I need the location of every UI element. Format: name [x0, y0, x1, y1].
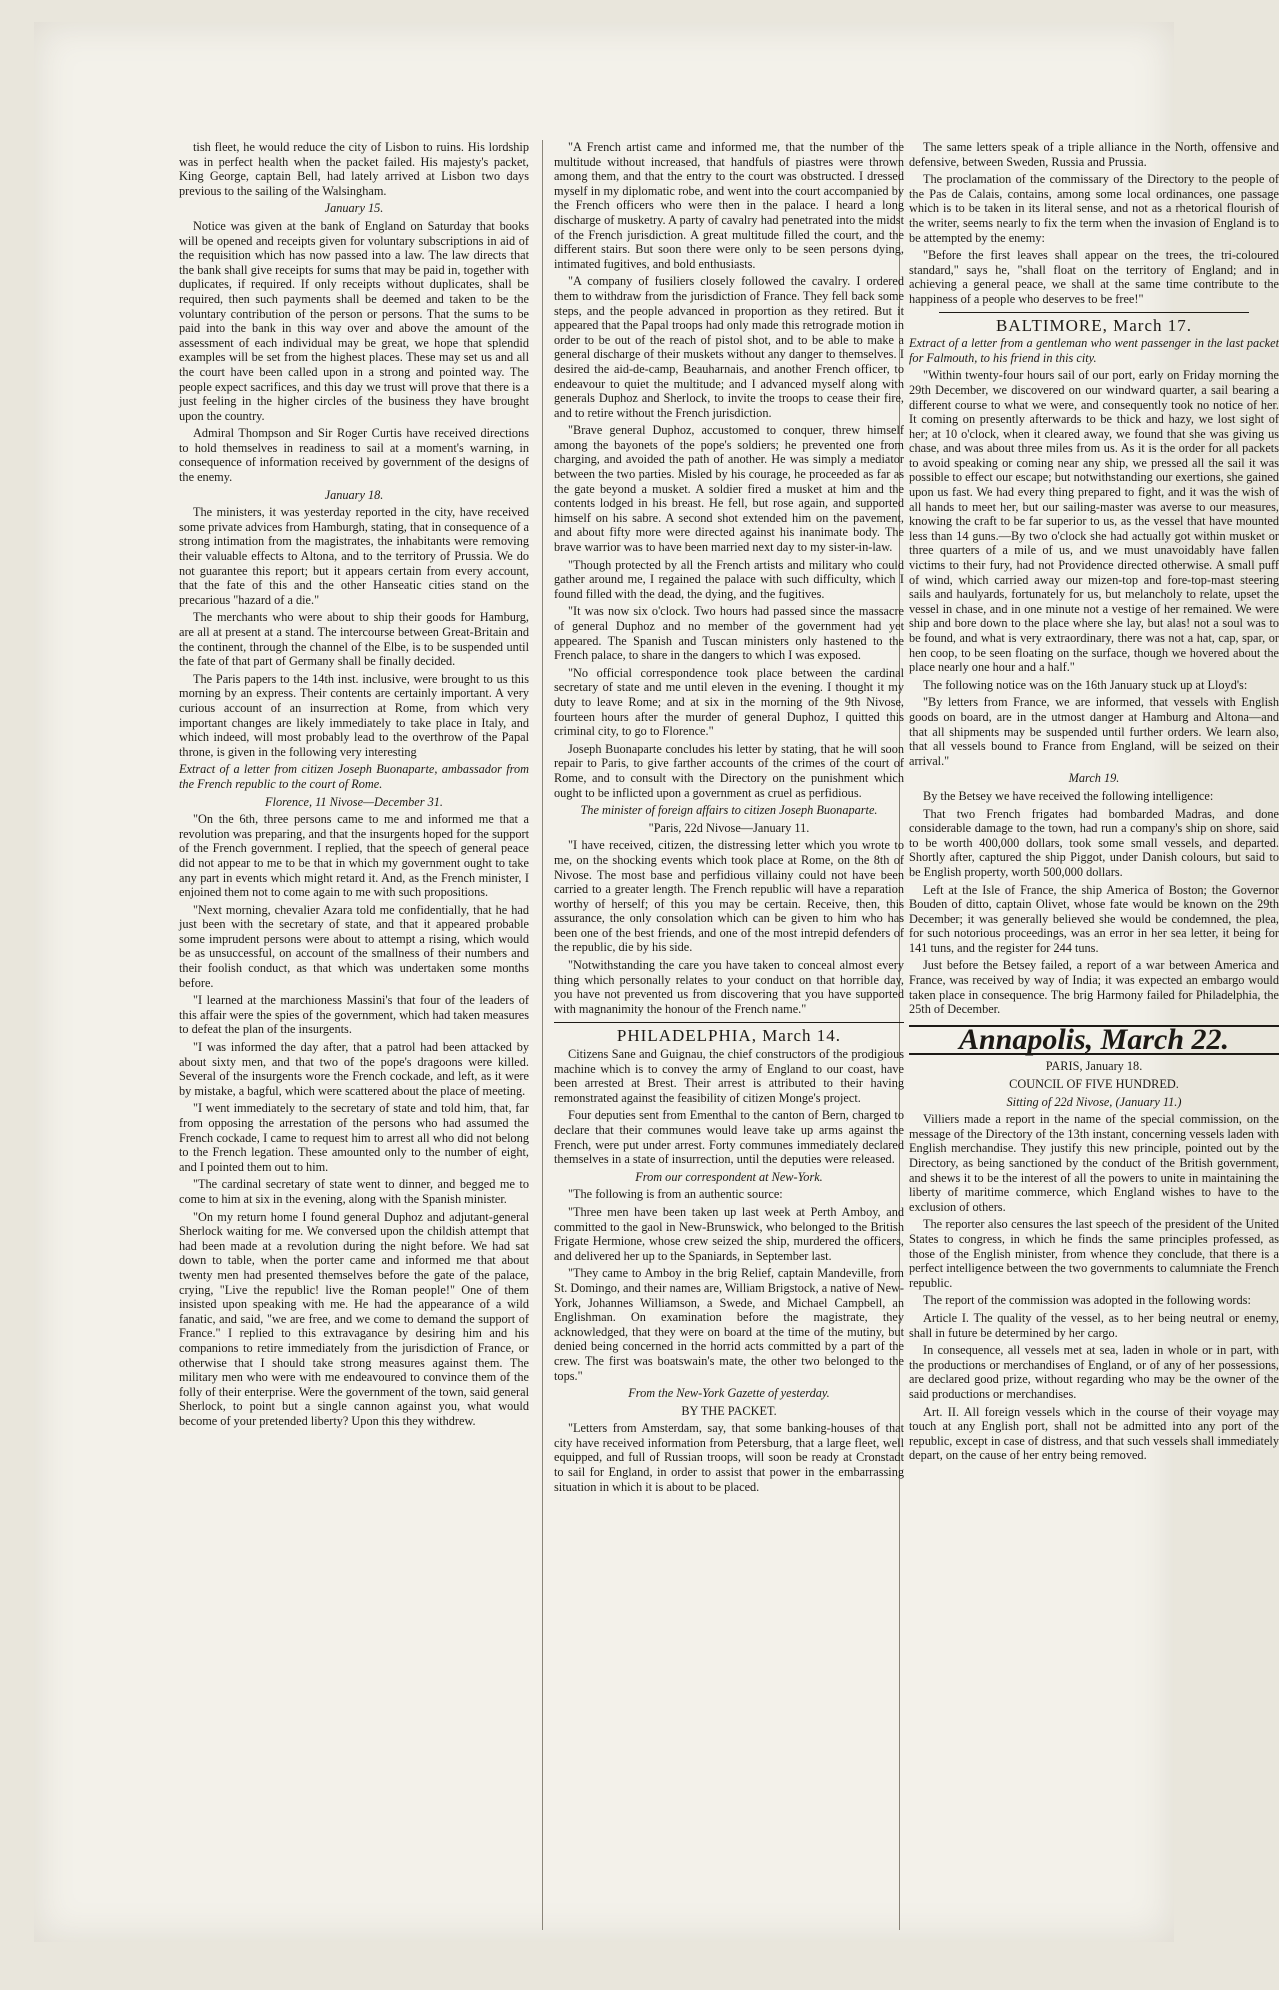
paragraph: "Though protected by all the French artists and military who could gather around me, I regained the palace with such difficulty, which I found filled with the dead, the dying, and the fugitives. — [554, 557, 904, 601]
paragraph: "I have received, citizen, the distressing letter which you wrote to me, on the shocking events which took place at Rome, on the 8th of Nivose. The most base and perfidious villainy could not have been carried to a greater length. The French republic will have a reparation worthy of herself; of this you may be certain. Receive, then, this assurance, the only consolation which can be given to him who has been one of the best friends, and one of the most intrepid defenders of the republic, die by his side. — [554, 838, 904, 955]
paragraph: "Letters from Amsterdam, say, that some banking-houses of that city have received information from Petersburg, that a large fleet, well equipped, and full of Russian troops, will soon be ready at Cronstadt to sail for England, in order to assist that power in the embarrassing situation in which it is about to be placed. — [554, 1421, 904, 1494]
paragraph: "Brave general Duphoz, accustomed to conquer, threw himself among the bayonets of the pope's soldiers; he prevented one from charging, and avoided the path of another. He was simply a mediator between the two parties. Misled by his courage, he proceeded as far as the gate beyond a musket. A soldier fired a musket at him and the contents lodged in his breast. He fell, but rose again, and supported himself on his sabre. A second shot extended him on the pavement, and about fifty more were directed against his inanimate body. The brave warrior was to have been married next day to my sister-in-law. — [554, 423, 904, 555]
paragraph: Villiers made a report in the name of the special commission, on the message of the Directory of the 13th instant, concerning vessels laden with English merchandise. They justify this new principle, pointed out by the Directory, as being sanctioned by the conduct of the British government, and shews it to be the interest of all the powers to unite in maintaining the liberty of maritime commerce, which England wishes to have to the exclusion of others. — [909, 1112, 1279, 1214]
column-3 — [909, 140, 1279, 1930]
paragraph: The merchants who were about to ship their goods for Hamburg, are all at present at a stand. The intercourse between Great-Britain and the continent, through the channel of the Elbe, is to be suspended until the fate of that part of Germany shall be finally decided. — [179, 610, 529, 669]
paragraph: "It was now six o'clock. Two hours had passed since the massacre of general Duphoz and no member of the government had yet appeared. The Spanish and Tuscan ministers only hastened to the French palace, to share in the dangers to which I was exposed. — [554, 604, 904, 663]
paragraph: By the Betsey we have received the following intelligence: — [923, 788, 1214, 803]
dateline: March 19. — [1068, 771, 1120, 786]
dateline: January 18. — [324, 487, 384, 502]
dateline: PARIS, January 18. — [1045, 1059, 1143, 1074]
divider — [939, 312, 1249, 313]
divider — [554, 1022, 904, 1023]
subheading: COUNCIL OF FIVE HUNDRED. — [1009, 1077, 1179, 1092]
paragraph: Notice was given at the bank of England on Saturday that books will be opened and receipts given for voluntary subscriptions in aid of the requisition which has now passed into a law. The law directs that the bank shall give receipts for sums that may be paid in, together with duplicates, if required. If only receipts without duplicates, shall be required, then such payments shall be deemed and taken to be the voluntary contribution of the person or persons. That the sums to be paid into the bank in this way over and above the amount of the assessment of each individual may be great, we hope that splendid examples will be set from the highest places. These may set us and all the court have been called upon in a strong and pointed way. The people expect sacrifices, and this day we trust will prove that there is a just feeling in the higher circles of the business they have brought upon the country. — [179, 218, 529, 423]
dateline: January 15. — [324, 201, 384, 216]
section-heading: BALTIMORE, March 17. — [996, 315, 1192, 335]
section-heading: PHILADELPHIA, March 14. — [616, 1026, 842, 1046]
paragraph: "On my return home I found general Duphoz and adjutant-general Sherlock waiting for me. We conversed upon the childish attempt that had been made at a revolution during the night before. We had sat down to table, when the porter came and informed me that about twenty men had presented themselves before the gate of the palace, crying, "Live the republic! live the Roman people!" One of them insisted upon speaking with me. He had the appearance of a wild fanatic, and said, "we are free, and we come to demand the support of France." I replied to this extravagance by desiring him and his companions to retire immediately from the jurisdiction of France, or otherwise that I should take strong measures against them. The military men who were with me endeavoured to convince them of the folly of their enterprise. Were the government of the town, said general Sherlock, to point but a single cannon against you, what would become of your pretended liberty? Upon this they withdrew. — [179, 1209, 529, 1428]
masthead-annapolis: Annapolis, March 22. — [909, 1025, 1279, 1056]
column-2 — [554, 140, 904, 1930]
paragraph: "I went immediately to the secretary of state and told him, that, far from opposing the arrestation of the persons who had assumed the French cockade, I came to request him to arrest all who did not belong to the French legation. These amounted only to the number of eight, and I pointed them out to him. — [179, 1101, 529, 1174]
paragraph: "Next morning, chevalier Azara told me confidentially, that he had just been with the secretary of state, and that it appeared probable some imprudent persons were about to attempt a rising, which would be as unsuccessful, on account of the smallness of their numbers and their foolish conduct, as that which was undertaken some months before. — [179, 902, 529, 990]
column-1 — [179, 140, 529, 1930]
paragraph: "By letters from France, we are informed, that vessels with English goods on board, are in the utmost danger at Hamburg and Altona—and that all shipments may be suspended until further orders. We learn also, that all vessels bound to France from England, will be seized on their arrival." — [909, 695, 1279, 768]
paragraph: Joseph Buonaparte concludes his letter by stating, that he will soon repair to Paris, to give farther accounts of the crimes of the court of Rome, and to consult with the Directory on the punishment which ought to be inflicted upon a government as cruel as perfidious. — [554, 741, 904, 800]
extract-heading: Extract of a letter from a gentleman who went passenger in the last packet for Falmouth, to his friend in this city. — [909, 336, 1279, 365]
subheading: From our correspondent at New-York. — [635, 1169, 823, 1184]
paragraph: "No official correspondence took place between the cardinal secretary of state and me until eleven in the evening. I thought it my duty to leave Rome; and at six in the morning of the 9th Nivose, fourteen hours after the murder of general Duphoz, I quitted this criminal city, to go to Florence." — [554, 665, 904, 739]
paragraph: The proclamation of the commissary of the Directory to the people of the Pas de Calais, contains, among some local ordinances, one passage which is to be taken in its literal sense, and not as a rhetorical flourish of the writer, seems nearly to fix the term when the invasion of England is to be attempted by the enemy: — [909, 172, 1279, 245]
extract-heading: Extract of a letter from citizen Joseph Buonaparte, ambassador from the French republic to the court of Rome. — [179, 762, 529, 791]
paragraph: "They came to Amboy in the brig Relief, captain Mandeville, from St. Domingo, and their names are, William Brigstock, a native of New-York, Johannes Williamson, a Swede, and Michael Campbell, an Englishman. On examination before the magistrate, they acknowledged, that they were on board at the time of the mutiny, but denied being concerned in the horrid acts committed by a part of the crew. The first was boatswain's mate, the other two belonged to the tops." — [554, 1266, 904, 1383]
paragraph: "The following is from an authentic source: — [568, 1187, 783, 1202]
paragraph: "A company of fusiliers closely followed the cavalry. I ordered them to withdraw from the jurisdiction of France. They fell back some steps, and the people advanced in proportion as they retired. But it appeared that the Papal troops had only made this retrograde motion in order to be out of the reach of pistol shot, and to be able to make a general discharge of their muskets without any danger to themselves. I desired the aid-de-camp, Beauharnais, and another French officer, to endeavour to quiet the multitude; and I advanced myself along with generals Duphoz and Sherlock, to invite the troops to cease their fire, and to retire without the French jurisdiction. — [554, 274, 904, 420]
column-rule — [542, 140, 543, 1930]
paragraph: "I was informed the day after, that a patrol had been attacked by about sixty men, and that two of the pope's dragoons were killed. Several of the insurgents wore the French cockade, and left, as it were by mistake, a bagful, which were scattered about the place of meeting. — [179, 1040, 529, 1098]
paragraph: tish fleet, he would reduce the city of Lisbon to ruins. His lordship was in perfect health when the packet failed. His majesty's packet, King George, captain Bell, had lately arrived at Lisbon two days previous to the sailing of the Walsingham. — [179, 140, 529, 198]
paragraph: Article I. The quality of the vessel, as to her being neutral or enemy, shall in future be determined by her cargo. — [909, 1310, 1279, 1340]
paragraph: The same letters speak of a triple alliance in the North, offensive and defensive, between Sweden, Russia and Prussia. — [909, 140, 1279, 169]
paragraph: "I learned at the marchioness Massini's that four of the leaders of this affair were the spies of the government, which had taken measures to defeat the plan of the insurgents. — [179, 993, 529, 1037]
paragraph: Left at the Isle of France, the ship America of Boston; the Governor Bouden of ditto, captain Olivet, whose fate would be known on the 29th December; it was generally believed she would be condemned, the plea, for such notorious proceedings, was an error in her sea letter, it being for 141 tuns, and the register for 244 tuns. — [909, 882, 1279, 955]
subheading: From the New-York Gazette of yesterday. — [628, 1386, 830, 1401]
newspaper-page — [34, 22, 1279, 1942]
paragraph: "A French artist came and informed me, that the number of the multitude without increased, that handfuls of piastres were thrown among them, and that the entry to the court was obstructed. I dressed myself in my diplomatic robe, and went into the court accompanied by the French officers who were then in the palace. I heard a long discharge of musketry. A party of cavalry had penetrated into the midst of the French jurisdiction. A great multitude filled the court, and the different stairs. But soon there were only to be seen persons dying, intimated fugitives, and bold enthusiasts. — [554, 140, 904, 271]
paragraph: "Three men have been taken up last week at Perth Amboy, and committed to the gaol in New-Brunswick, who belonged to the British Frigate Hermione, whose crew seized the ship, murdered the officers, and delivered her up to the Spaniards, in September last. — [554, 1204, 904, 1263]
paragraph: "Notwithstanding the care you have taken to conceal almost every thing which personally relates to your conduct on that horrible day, you have not prevented us from discovering that you have supported with magnanimity the honour of the French name." — [554, 958, 904, 1016]
paragraph: "Before the first leaves shall appear on the trees, the tri-coloured standard," says he, "shall float on the territory of England; and in achieving a general peace, we shall at the same time contribute to the happiness of a people who deserves to be free!" — [909, 248, 1279, 306]
paragraph: The Paris papers to the 14th inst. inclusive, were brought to us this morning by an express. Their contents are certainly important. A very curious account of an insurrection at Rome, from which very important changes are likely immediately to take place in Italy, and which indeed, will most probably lead to the overthrow of the Papal throne, is given in the following very interesting — [179, 671, 529, 759]
paragraph: In consequence, all vessels met at sea, laden in whole or in part, with the productions or merchandises of England, or of any of her possessions, are declared good prize, without regarding who may be the owner of the said productions or merchandises. — [909, 1343, 1279, 1401]
paragraph: "On the 6th, three persons came to me and informed me that a revolution was preparing, and that the insurgents hoped for the support of the French government. I replied, that the speech of general peace did not appear to me to be that in which my government ought to take any part in events which might retard it. And, as the French minister, I enjoined them not to come again to me with such propositions. — [179, 812, 529, 900]
paragraph: Art. II. All foreign vessels which in the course of their voyage may touch at any English port, shall not be admitted into any port of the republic, except in case of distress, and that such vessels shall immediately depart, on the cause of her entry being removed. — [909, 1404, 1279, 1463]
paragraph: "The cardinal secretary of state went to dinner, and begged me to come to him at six in the evening, along with the Spanish minister. — [179, 1177, 529, 1206]
paragraph: Admiral Thompson and Sir Roger Curtis have received directions to hold themselves in readiness to sail at a moment's warning, in consequence of information received by government of the designs of the enemy. — [179, 426, 529, 485]
paragraph: Citizens Sane and Guignau, the chief constructors of the prodigious machine which is to convey the army of England to our coast, have been arrested at Brest. Their arrest is attributed to their having remonstrated against the feasibility of citizen Monge's project. — [554, 1047, 904, 1105]
subheading: Sitting of 22d Nivose, (January 11.) — [1006, 1094, 1182, 1109]
letter-heading: The minister of foreign affairs to citizen Joseph Buonaparte. — [580, 803, 878, 818]
dateline: Florence, 11 Nivose—December 31. — [265, 794, 443, 809]
paragraph: The ministers, it was yesterday reported in the city, have received some private advices from Hamburgh, stating, that in consequence of a strong intimation from the magistrates, the inhabitants were removing their valuable effects to Altona, and to the territory of Prussia. We do not guarantee this report; but it appears certain from every account, that the fate of this and the other Hanseatic cities stand on the precarious "hazard of a die." — [179, 505, 529, 607]
paragraph: Four deputies sent from Ementhal to the canton of Bern, charged to declare that their communes would leave take up arms against the French, were put under arrest. Forty communes immediately declared themselves in a state of insurrection, until the deputies were released. — [554, 1108, 904, 1167]
paragraph: Just before the Betsey failed, a report of a war between America and France, was received by way of India; it was expected an embargo would taken place in consequence. The brig Harmony failed for Philadelphia, the 25th of December. — [909, 958, 1279, 1017]
dateline: "Paris, 22d Nivose—January 11. — [648, 820, 810, 835]
paragraph: The report of the commission was adopted in the following words: — [923, 1293, 1251, 1308]
paragraph: The following notice was on the 16th January stuck up at Lloyd's: — [923, 677, 1248, 692]
paragraph: The reporter also censures the last speech of the president of the United States to congress, in which he finds the same principles professed, as those of the English minister, from whence they conclude, that there is a perfect intelligence between the two governments to calumniate the French republic. — [909, 1217, 1279, 1290]
paragraph: That two French frigates had bombarded Madras, and done considerable damage to the town, had run a company's ship on shore, said to be worth 400,000 dollars, took some small vessels, and departed. Shortly after, captured the ship Piggot, under Danish colours, but said to be English property, worth 500,000 dollars. — [909, 806, 1279, 879]
subheading: BY THE PACKET. — [681, 1403, 777, 1418]
paragraph: "Within twenty-four hours sail of our port, early on Friday morning the 29th December, we discovered on our windward quarter, a sail bearing a different course to what we were, and consequently took no notice of her. It coming on presently afterwards to be thick and hazy, we lost sight of her; at 10 o'clock, when it cleared away, we found that she was giving us chase, and was about three miles from us. As it is the order for all packets to avoid speaking or coming near any ship, we pressed all the sail it was possible to effect our escape; but notwithstanding our exertions, she gained upon us fast. We had every thing prepared to fight, and it was the wish of all hands to meet her, but our sailing-master was averse to our measures, knowing the craft to be far superior to us, as the vessel that have mounted less than 14 guns.—By two o'clock she had actually got within musket or three quarters of a mile of us, and we must unavoidably have fallen victims to their fury, had not Providence directed otherwise. A small puff of wind, which carried away our mizen-top and fore-top-mast steering sails and haulyards, fortunately for us, but melancholy to relate, upset the vessel in chase, and in one minute not a vestige of her remained. We were ship and bore down to the place where she lay, but alas! not a soul was to be found, and what is very extraordinary, there was not a hat, cap, spar, or hen coop, to be seen floating on the surface, though we hovered about the place nearly one hour and a half." — [909, 368, 1279, 675]
